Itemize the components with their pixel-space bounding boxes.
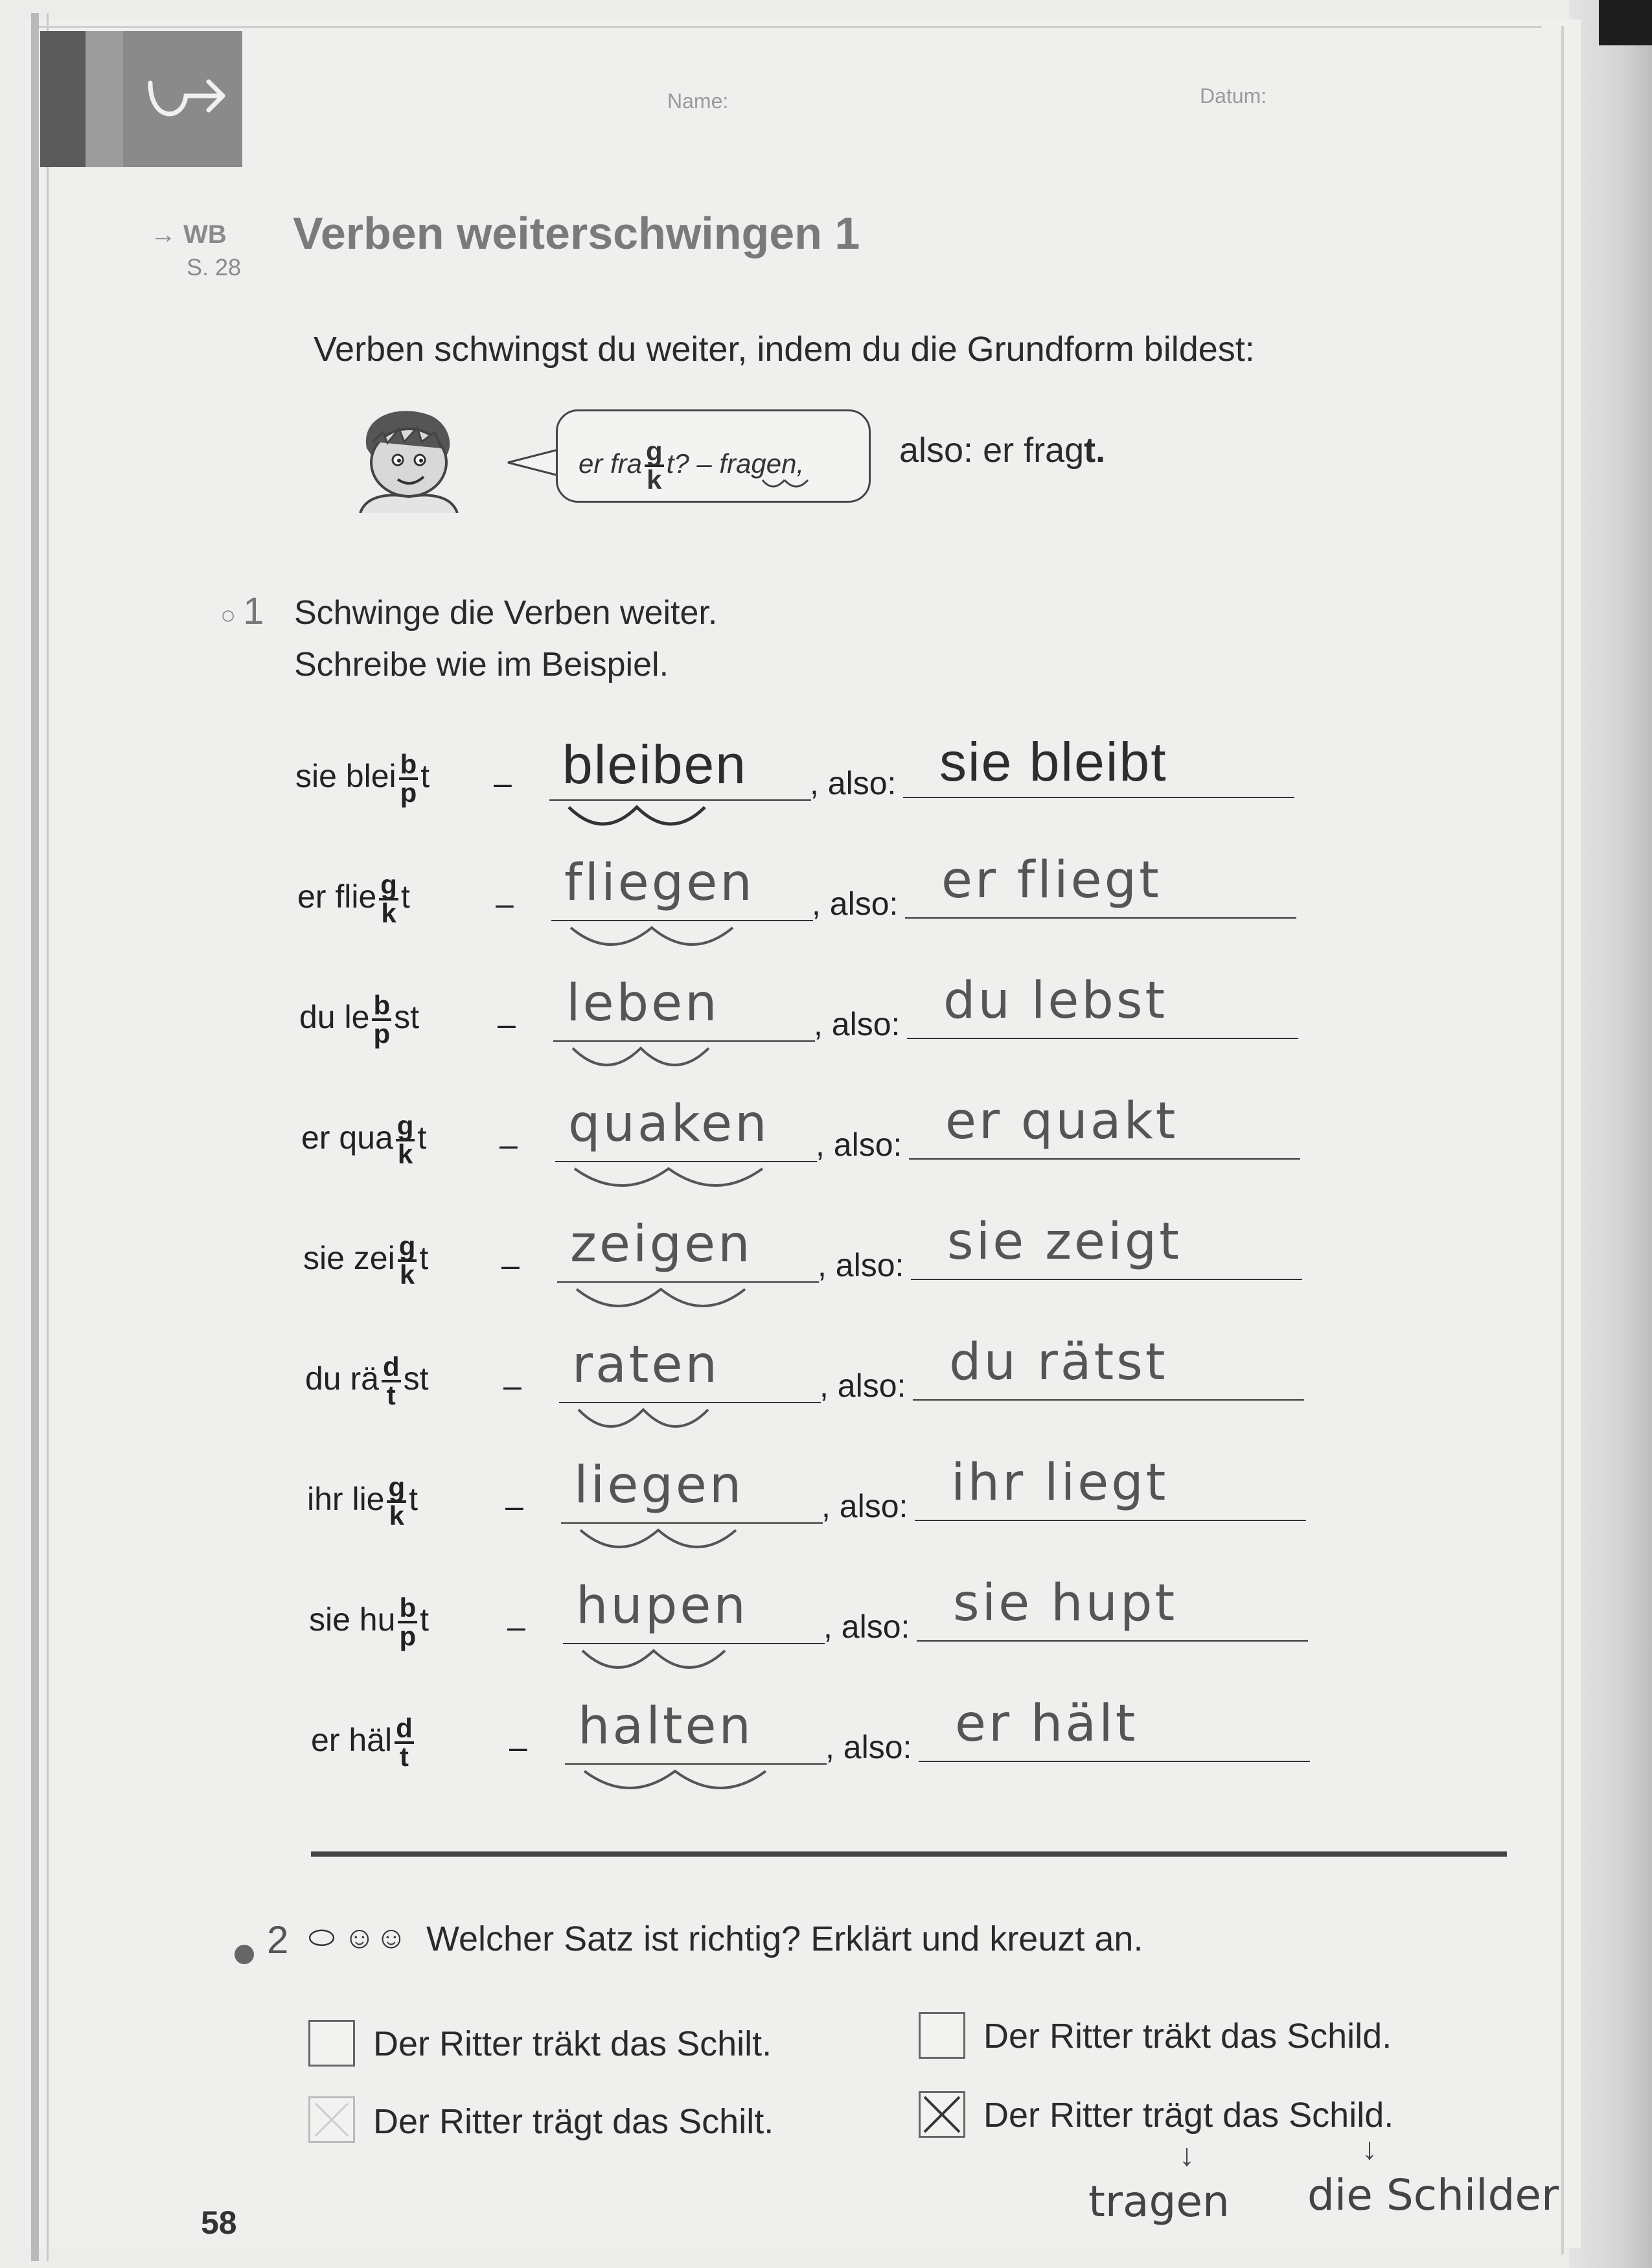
verb-stem (297, 869, 410, 928)
also-label: , also: (816, 1127, 902, 1163)
infinitive-answer: liegen (574, 1456, 744, 1515)
dash: – (503, 1368, 522, 1404)
checkbox-option-3[interactable] (919, 2012, 965, 2059)
answer-line (911, 1279, 1302, 1280)
handwritten-note-tragen: tragen (1088, 2177, 1230, 2227)
sentence-answer: sie bleibt (939, 731, 1167, 792)
infinitive-line (549, 799, 811, 801)
verb-stem (307, 1474, 418, 1529)
infinitive-answer: leben (566, 974, 720, 1033)
difficulty-dot (235, 1945, 254, 1964)
swing-arrow-icon (137, 57, 235, 135)
answer-line (915, 1520, 1306, 1521)
sentence-answer: sie zeigt (947, 1213, 1182, 1271)
sentence-answer: du lebst (943, 972, 1168, 1030)
infinitive-line (555, 1161, 817, 1162)
also-label: , also: (825, 1729, 912, 1765)
workbook-page: S. 28 (187, 254, 242, 281)
verb-suffix: st (394, 999, 419, 1036)
answer-line (905, 917, 1296, 919)
checkbox-option-2[interactable] (308, 2096, 355, 2143)
verb-prefix: er flie (297, 878, 377, 915)
also-label: , also: (814, 1006, 901, 1042)
infinitive-line (563, 1643, 825, 1644)
infinitive-answer: halten (578, 1697, 753, 1756)
checkbox-option-1[interactable] (308, 2020, 355, 2067)
section-divider (311, 1851, 1507, 1857)
verb-suffix: t (417, 1119, 427, 1156)
answer-line (903, 797, 1294, 798)
letter-choice: $\frac{b}{p}$ (399, 1592, 417, 1651)
also-label: , also: (823, 1609, 910, 1645)
scan-corner (1599, 0, 1652, 45)
verb-prefix: er häl (311, 1722, 393, 1759)
sentence-answer: er hält (955, 1695, 1138, 1753)
arrow-icon: → (150, 220, 176, 249)
verb-prefix: du rä (305, 1360, 379, 1397)
infinitive-line (551, 920, 813, 921)
letter-choice: $\frac{g}{k}$ (380, 869, 397, 928)
speech-bubble (556, 409, 871, 503)
dash: – (494, 765, 512, 801)
sentence-answer: du rätst (949, 1333, 1168, 1392)
answer-line (913, 1399, 1304, 1401)
note-arrow-1: ↓ (1179, 2138, 1195, 2173)
verb-suffix: t (420, 758, 430, 795)
dash: – (507, 1609, 525, 1645)
sentence-answer: er quakt (945, 1092, 1178, 1151)
infinitive-answer: hupen (576, 1577, 748, 1635)
infinitive-line (559, 1402, 821, 1403)
check-mark-icon (921, 2093, 963, 2136)
checkbox-option-4[interactable] (919, 2091, 965, 2138)
syllable-arcs (564, 922, 810, 968)
date-label: Datum: (1200, 84, 1267, 108)
syllable-arcs (568, 1163, 814, 1209)
also-label: , also: (818, 1247, 904, 1283)
dash: – (499, 1127, 518, 1163)
syllable-arcs (574, 1525, 820, 1570)
verb-prefix: er qua (301, 1119, 393, 1156)
partner-work-icon: ⬭ ☺☺ (308, 1921, 407, 1955)
verb-prefix: sie hu (309, 1601, 396, 1638)
option-1-label: Der Ritter träkt das Schilt. (373, 2024, 772, 2063)
verb-suffix: t (409, 1481, 419, 1518)
verb-stem (295, 751, 430, 806)
also-label: , also: (810, 765, 897, 801)
sentence-answer: sie hupt (953, 1574, 1178, 1632)
syllable-arcs (760, 477, 812, 497)
infinitive-line (561, 1522, 823, 1524)
syllable-arcs (570, 1284, 816, 1329)
verb-stem (303, 1233, 428, 1288)
dash: – (501, 1247, 520, 1283)
verb-suffix: t (420, 1601, 429, 1638)
sentence-answer: er fliegt (941, 851, 1162, 910)
dash: – (505, 1488, 523, 1524)
workbook-label: WB (183, 220, 227, 249)
dash: – (498, 1006, 516, 1042)
workbook-reference (150, 220, 227, 249)
page-number: 58 (201, 2205, 237, 2241)
infinitive-line (557, 1281, 819, 1283)
answer-line (907, 1038, 1298, 1039)
page-top-border (39, 26, 1542, 28)
exercise-2-instruction: Welcher Satz ist richtig? Erklärt und kreuzt an. (426, 1919, 1143, 1958)
dash: – (496, 886, 514, 922)
binding-edge (31, 13, 39, 2261)
syllable-arcs (576, 1645, 822, 1691)
verb-suffix: t (419, 1240, 429, 1277)
option-3-label: Der Ritter träkt das Schild. (983, 2017, 1392, 2056)
verb-suffix: t (400, 878, 410, 915)
verb-stem (301, 1110, 427, 1169)
exercise-1-number: ○ 1 (220, 590, 264, 632)
verb-stem (309, 1592, 429, 1651)
also-label: , also: (820, 1368, 906, 1404)
letter-choice: $\frac{g}{k}$ (396, 1110, 414, 1169)
letter-choice: $\frac{g}{k}$ (388, 1472, 406, 1531)
verb-stem (299, 992, 419, 1047)
infinitive-answer: bleiben (562, 734, 747, 795)
verb-prefix: du le (299, 999, 370, 1036)
intro-text: Verben schwingst du weiter, indem du die Grundform bildest: (314, 330, 1255, 369)
letter-choice: $\frac{d}{t}$ (382, 1351, 400, 1410)
also-label: , also: (812, 886, 899, 922)
infinitive-answer: fliegen (564, 854, 755, 912)
boy-illustration (347, 403, 464, 513)
infinitive-answer: zeigen (570, 1215, 753, 1274)
speech-pointer (505, 447, 564, 479)
syllable-arcs (572, 1404, 818, 1450)
letter-choice: $\frac{d}{t}$ (396, 1713, 413, 1772)
page-right-border (1561, 26, 1564, 2254)
note-arrow-2: ↓ (1362, 2132, 1377, 2166)
verb-stem (305, 1351, 429, 1410)
binding-edge-line (47, 13, 49, 2261)
verb-suffix: st (403, 1360, 429, 1397)
verb-prefix: ihr lie (307, 1481, 385, 1518)
letter-choice: $\frac{b}{p}$ (373, 990, 391, 1049)
also-label: , also: (821, 1488, 908, 1524)
exercise-1-instruction: Schwinge die Verben weiter. Schreibe wie im Beispiel. (294, 594, 718, 683)
syllable-arcs (566, 1043, 812, 1088)
sentence-answer: ihr liegt (951, 1454, 1169, 1512)
page-title: Verben weiterschwingen 1 (293, 208, 860, 258)
infinitive-line (565, 1763, 827, 1765)
syllable-arcs (562, 802, 809, 847)
syllable-arcs (578, 1766, 824, 1811)
speech-example: er fra $\frac{g}{k}$ t? – fragen, (579, 436, 805, 495)
verb-prefix: sie blei (295, 758, 396, 795)
letter-choice: $\frac{b}{p}$ (400, 749, 417, 808)
answer-line (909, 1158, 1300, 1160)
dash: – (509, 1729, 527, 1765)
verb-stem (311, 1715, 417, 1770)
infinitive-answer: raten (572, 1336, 720, 1394)
option-2-label: Der Ritter trägt das Schilt. (373, 2102, 774, 2141)
infinitive-line (553, 1040, 815, 1042)
exercise-2-number: 2 (267, 1918, 289, 1962)
answer-line (919, 1761, 1310, 1762)
scan-shadow (1569, 0, 1652, 2268)
chapter-tab (40, 31, 242, 167)
letter-choice: $\frac{g}{k}$ (398, 1231, 416, 1290)
speech-conclusion: also: er fragt. (899, 431, 1106, 470)
infinitive-answer: quaken (568, 1095, 770, 1153)
option-4-label: Der Ritter trägt das Schild. (983, 2096, 1394, 2135)
answer-line (917, 1640, 1308, 1642)
name-label: Name: (667, 89, 729, 113)
verb-prefix: sie zei (303, 1240, 395, 1277)
handwritten-note-schilder: die Schilder (1307, 2170, 1559, 2220)
